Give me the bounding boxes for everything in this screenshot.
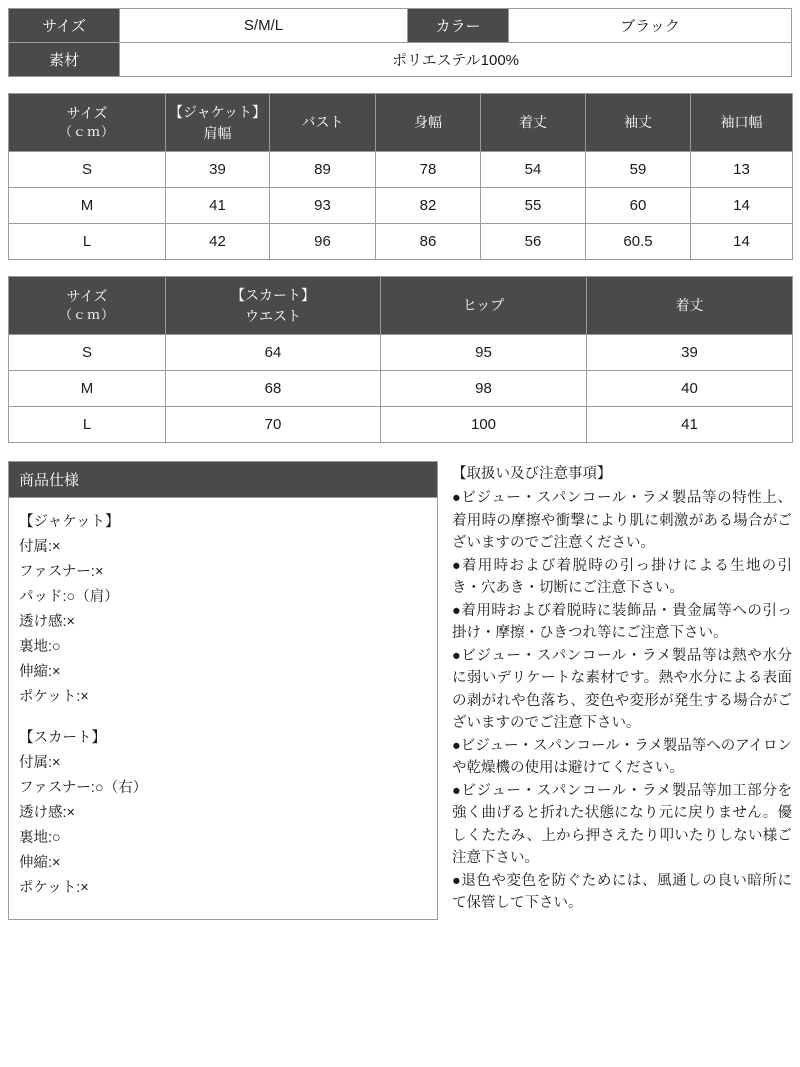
- care-item: ●着用時および着脱時に装飾品・貴金属等への引っ掛け・摩擦・ひきつれ等にご注意下さい。: [452, 602, 792, 641]
- skirt-measurement-table: [8, 276, 793, 443]
- skirt-spec-line: 透け感:×: [19, 805, 75, 821]
- skirt-cell: 95: [381, 335, 587, 371]
- jacket-cell: 78: [376, 152, 481, 188]
- table-row: [9, 224, 793, 260]
- header-line-2: 着丈: [675, 297, 704, 314]
- jacket-spec-heading: 【ジャケット】: [19, 514, 120, 530]
- material-value-cell: ポリエステル100%: [120, 43, 792, 77]
- jacket-cell: 55: [481, 188, 586, 224]
- header-line-2: （ｃｍ）: [58, 307, 115, 323]
- jacket-spec-line: 伸縮:×: [19, 664, 61, 680]
- jacket-cell: 13: [691, 152, 793, 188]
- jacket-cell: M: [9, 188, 166, 224]
- jacket-col-header: [166, 94, 270, 152]
- header-line-2: ヒップ: [462, 297, 505, 314]
- jacket-spec-line: ポケット:×: [19, 689, 89, 705]
- skirt-cell: M: [9, 371, 166, 407]
- table-header-row: [9, 277, 793, 335]
- header-line-2: 袖口幅: [720, 114, 763, 131]
- header-line-1: サイズ: [66, 104, 108, 121]
- header-line-1: 【スカート】: [231, 287, 315, 304]
- skirt-cell: 64: [166, 335, 381, 371]
- table-row: [9, 152, 793, 188]
- product-spec-panel: [8, 461, 438, 920]
- care-item: ●ビジュー・スパンコール・ラメ製品等へのアイロンや乾燥機の使用は避けてください。: [452, 737, 792, 776]
- table-header-row: [9, 94, 793, 152]
- jacket-cell: 60.5: [586, 224, 691, 260]
- jacket-spec-line: 透け感:×: [19, 614, 75, 630]
- jacket-cell: 54: [481, 152, 586, 188]
- care-title: 【取扱い及び注意事項】: [452, 466, 612, 482]
- jacket-cell: 89: [270, 152, 376, 188]
- table-row: [9, 371, 793, 407]
- skirt-cell: 68: [166, 371, 381, 407]
- header-line-2: 袖丈: [624, 114, 652, 131]
- table-row: [9, 9, 792, 43]
- jacket-spec-line: ファスナー:×: [19, 564, 104, 580]
- skirt-cell: 41: [587, 407, 793, 443]
- skirt-cell: 98: [381, 371, 587, 407]
- spacer: [19, 710, 427, 726]
- jacket-spec-line: パッド:○（肩）: [19, 589, 119, 605]
- table-row: [9, 407, 793, 443]
- jacket-cell: 96: [270, 224, 376, 260]
- header-line-2: （ｃｍ）: [58, 124, 115, 140]
- jacket-col-header: [481, 94, 586, 152]
- care-item: ●着用時および着脱時の引っ掛けによる生地の引き・穴あき・切断にご注意下さい。: [452, 557, 792, 596]
- table-row: [9, 335, 793, 371]
- color-value-cell: ブラック: [509, 9, 792, 43]
- jacket-measurement-table: [8, 93, 793, 260]
- jacket-cell: 59: [586, 152, 691, 188]
- skirt-spec-line: 付属:×: [19, 755, 61, 771]
- product-spec-header-table: [8, 8, 792, 77]
- header-line-1: 【ジャケット】: [168, 104, 267, 121]
- skirt-col-header: [9, 277, 166, 335]
- product-spec-title: 商品仕様: [9, 462, 437, 498]
- header-line-1: サイズ: [66, 287, 108, 304]
- jacket-col-header: [9, 94, 166, 152]
- jacket-cell: 41: [166, 188, 270, 224]
- skirt-spec-line: ファスナー:○（右）: [19, 780, 148, 796]
- care-instructions-panel: [452, 461, 792, 920]
- jacket-cell: 82: [376, 188, 481, 224]
- lower-section: [8, 461, 792, 920]
- jacket-cell: 56: [481, 224, 586, 260]
- skirt-cell: S: [9, 335, 166, 371]
- care-item: ●ビジュー・スパンコール・ラメ製品等は熱や水分に弱いデリケートな素材です。熱や水分による表面の剥がれや色落ち、変色や変形が発生する場合がございますのでご注意下さい。: [452, 647, 792, 731]
- jacket-col-header: [270, 94, 376, 152]
- header-line-2: 肩幅: [203, 124, 232, 141]
- skirt-cell: 39: [587, 335, 793, 371]
- header-line-2: 身幅: [414, 114, 442, 131]
- jacket-cell: S: [9, 152, 166, 188]
- skirt-col-header: [166, 277, 381, 335]
- jacket-cell: 14: [691, 188, 793, 224]
- jacket-cell: 14: [691, 224, 793, 260]
- skirt-col-header: [587, 277, 793, 335]
- table-row: [9, 43, 792, 77]
- skirt-spec-line: 裏地:○: [19, 830, 61, 846]
- material-label-cell: 素材: [9, 43, 120, 77]
- care-item: ●ビジュー・スパンコール・ラメ製品等の特性上、着用時の摩擦や衝撃により肌に刺激がある場合がございますのでご注意ください。: [452, 490, 792, 551]
- skirt-cell: L: [9, 407, 166, 443]
- size-label-cell: サイズ: [9, 9, 120, 43]
- skirt-spec-line: ポケット:×: [19, 880, 89, 896]
- care-item: ●ビジュー・スパンコール・ラメ製品等加工部分を強く曲げると折れた状態になり元に戻りません。優しくたたみ、上から押さえたり叩いたりしない様ご注意下さい。: [452, 782, 792, 866]
- skirt-col-header: [381, 277, 587, 335]
- header-line-2: 着丈: [519, 114, 547, 131]
- skirt-cell: 40: [587, 371, 793, 407]
- jacket-col-header: [691, 94, 793, 152]
- jacket-cell: 86: [376, 224, 481, 260]
- jacket-spec-line: 付属:×: [19, 539, 61, 555]
- jacket-cell: 39: [166, 152, 270, 188]
- jacket-cell: 60: [586, 188, 691, 224]
- skirt-spec-line: 伸縮:×: [19, 855, 61, 871]
- jacket-col-header: [376, 94, 481, 152]
- size-value-cell: S/M/L: [120, 9, 408, 43]
- care-item: ●退色や変色を防ぐためには、風通しの良い暗所にて保管して下さい。: [452, 872, 792, 911]
- jacket-cell: 42: [166, 224, 270, 260]
- table-row: [9, 188, 793, 224]
- header-line-2: ウエスト: [245, 307, 301, 324]
- skirt-cell: 100: [381, 407, 587, 443]
- jacket-cell: 93: [270, 188, 376, 224]
- product-spec-body: [9, 498, 437, 919]
- color-label-cell: カラー: [408, 9, 509, 43]
- jacket-cell: L: [9, 224, 166, 260]
- jacket-col-header: [586, 94, 691, 152]
- skirt-cell: 70: [166, 407, 381, 443]
- jacket-spec-line: 裏地:○: [19, 639, 61, 655]
- skirt-spec-heading: 【スカート】: [19, 730, 106, 746]
- header-line-2: バスト: [301, 114, 344, 131]
